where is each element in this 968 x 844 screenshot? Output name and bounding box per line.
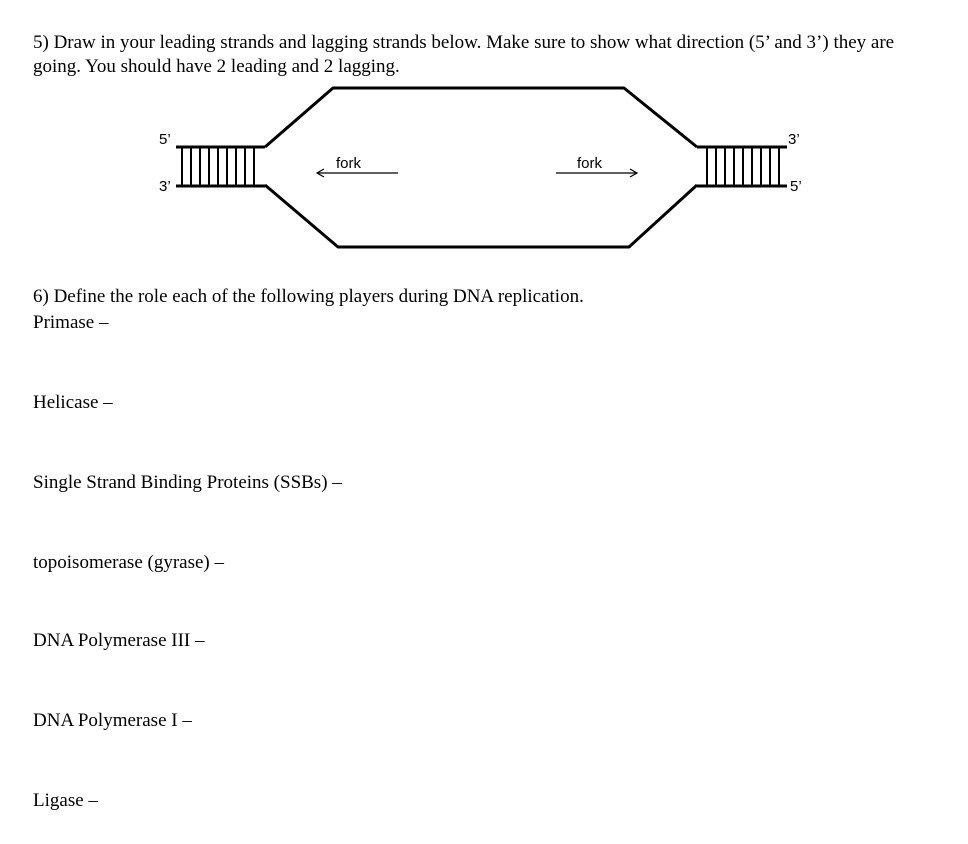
- role-primase: Primase –: [33, 312, 109, 333]
- role-ligase: Ligase –: [33, 790, 98, 811]
- replication-bubble-diagram: [0, 0, 968, 270]
- right-double-helix-ladder: [697, 147, 787, 186]
- left-fork-label: fork: [336, 155, 362, 172]
- bubble-top-strand: [265, 88, 697, 147]
- role-ssbs: Single Strand Binding Proteins (SSBs) –: [33, 472, 342, 493]
- right-bottom-strand-label: 5’: [790, 178, 802, 195]
- role-topoisomerase: topoisomerase (gyrase) –: [33, 552, 224, 573]
- left-top-strand-label: 5’: [159, 131, 171, 148]
- question-5-prompt: 5) Draw in your leading strands and lagging strands below. Make sure to show what direction (5’ and 3’) they are going. You should have 2 leading and 2 lagging.: [33, 32, 895, 77]
- left-bottom-strand-label: 3’: [159, 178, 171, 195]
- role-dna-polymerase-iii: DNA Polymerase III –: [33, 630, 205, 651]
- right-ladder-rungs: [707, 147, 779, 186]
- right-top-strand-label: 3’: [788, 131, 800, 148]
- replication-bubble-outline: [265, 88, 697, 247]
- right-fork-label: fork: [577, 155, 603, 172]
- left-ladder-rungs: [182, 147, 254, 186]
- bubble-bottom-strand: [265, 185, 697, 247]
- question-6-title: 6) Define the role each of the following players during DNA replication.: [33, 286, 584, 307]
- left-double-helix-ladder: [176, 147, 265, 186]
- role-helicase: Helicase –: [33, 392, 113, 413]
- role-dna-polymerase-i: DNA Polymerase I –: [33, 710, 192, 731]
